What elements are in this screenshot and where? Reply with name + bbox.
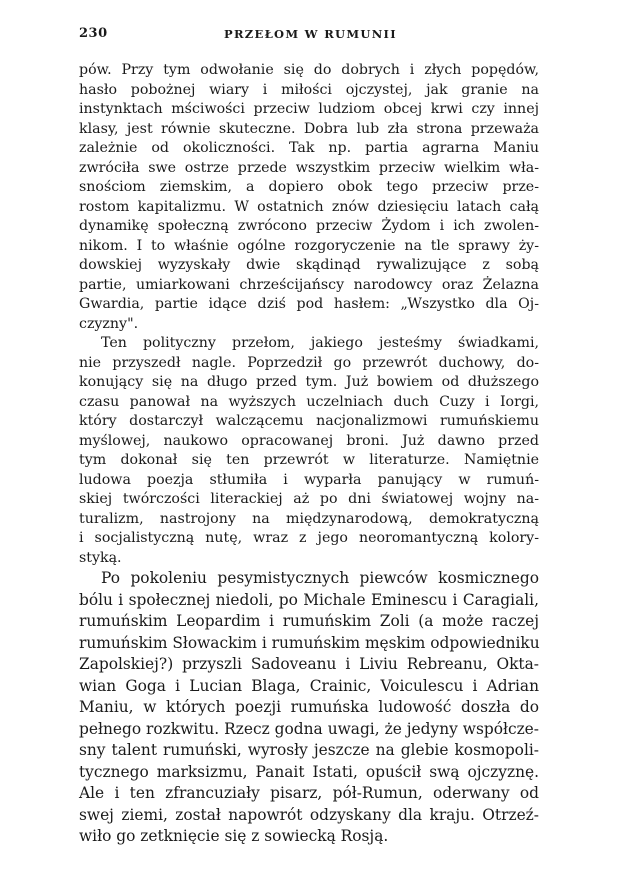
text-line: rumuńskim Leopardim i rumuńskim Zoli (a może raczej [79, 612, 539, 630]
text-line: rostom kapitalizmu. W ostatnich znów dziesięciu latach całą [79, 198, 539, 215]
text-line: ludowa poezja stłumiła i wyparła panujący w rumuń- [79, 471, 539, 488]
page-number: 230 [79, 26, 108, 41]
text-line: zwróciła swe ostrze przede wszystkim przeciw wielkim wła- [79, 159, 539, 176]
text-line: czyzny". [79, 315, 139, 332]
text-line: zależnie od okoliczności. Tak np. partia agrarna Maniu [79, 140, 539, 156]
text-line: myślowej, naukowo opracowanej broni. Już dawno przed [79, 432, 539, 449]
text-line: skiej twórczości literackiej aż po dni światowej wojny na- [79, 491, 539, 507]
text-line: nie przyszedł nagle. Poprzedził go przewrót duchowy, do- [79, 354, 539, 371]
text-line: tym dokonał się ten przewrót w literaturze. Namiętnie [79, 452, 539, 468]
running-head: PRZEŁOM W RUMUNII [224, 27, 397, 41]
text-line: nikom. I to właśnie ogólne rozgoryczenie na tle sprawy ży- [79, 237, 539, 254]
body-text [79, 61, 539, 848]
paragraph [79, 334, 539, 568]
text-line: wian Goga i Lucian Blaga, Crainic, Voiculescu i Adrian [79, 676, 539, 695]
text-line: pełnego rozkwitu. Rzecz godna uwagi, że jedyny współcze- [79, 719, 539, 738]
text-line: Maniu, w których poezji rumuńska ludowość doszła do [79, 698, 539, 716]
text-line: turalizm, nastrojony na międzynarodową, demokratyczną [79, 510, 539, 527]
text-line: styką. [79, 549, 122, 566]
text-line: swej ziemi, został napowrót odzyskany dla kraju. Otrzeź- [79, 805, 539, 824]
text-line: sny talent rumuński, wyrosły jeszcze na glebie kosmopoli- [79, 741, 539, 759]
text-line: bólu i społecznej niedoli, po Michale Eminescu i Caragiali, [79, 590, 539, 609]
text-line: Ten polityczny przełom, jakiego jesteśmy świadkami, [101, 335, 539, 351]
paragraph [79, 61, 539, 334]
text-line: wiło go zetknięcie się z sowiecką Rosją. [79, 827, 389, 845]
text-line: tycznego marksizmu, Panait Istati, opuścił swą ojczyznę. [79, 762, 539, 781]
text-line: pów. Przy tym odwołanie się do dobrych i złych popędów, [79, 62, 539, 78]
text-line: snościom ziemskim, a dopiero obok tego przeciw prze- [79, 179, 539, 195]
text-line: konujący się na długo przed tym. Już bowiem od dłuższego [79, 374, 539, 390]
text-line: rumuńskim Słowackim i rumuńskim męskim odpowiedniku [79, 633, 540, 652]
text-line: instynktach mściwości przeciw ludziom obcej krwi czy innej [79, 101, 539, 117]
text-line: i socjalistyczną nutę, wraz z jego neoromantyczną kolory- [79, 530, 539, 546]
text-line: dynamikę społeczną zwrócono przeciw Żydom i ich zwolen- [79, 218, 539, 234]
text-line: Ale i ten zfrancuziały pisarz, pół-Rumun, oderwany od [79, 784, 539, 802]
page-header [79, 26, 539, 44]
text-line: Gwardia, partie idące dziś pod hasłem: „Wszystko dla Oj- [79, 296, 539, 312]
text-line: dowskiej wyzyskały dwie skądinąd rywalizujące z sobą [79, 257, 539, 273]
text-line: hasło pobożnej wiary i miłości ojczystej, jak granie na [79, 81, 539, 98]
text-line: partie, umiarkowani chrześcijańscy narodowcy oraz Żelazna [79, 276, 539, 293]
text-line: czasu panował na wyższych uczelniach duch Cuzy i Iorgi, [79, 393, 539, 410]
text-line: Zapolskiej?) przyszli Sadoveanu i Liviu Rebreanu, Okta- [79, 655, 539, 673]
text-line: klasy, jest równie skuteczne. Dobra lub zła strona przeważa [79, 120, 539, 137]
paragraph [79, 568, 539, 848]
text-line: Po pokoleniu pesymistycznych piewców kosmicznego [101, 569, 539, 587]
text-line: który dostarczył walczącemu nacjonalizmowi rumuńskiemu [79, 413, 539, 429]
